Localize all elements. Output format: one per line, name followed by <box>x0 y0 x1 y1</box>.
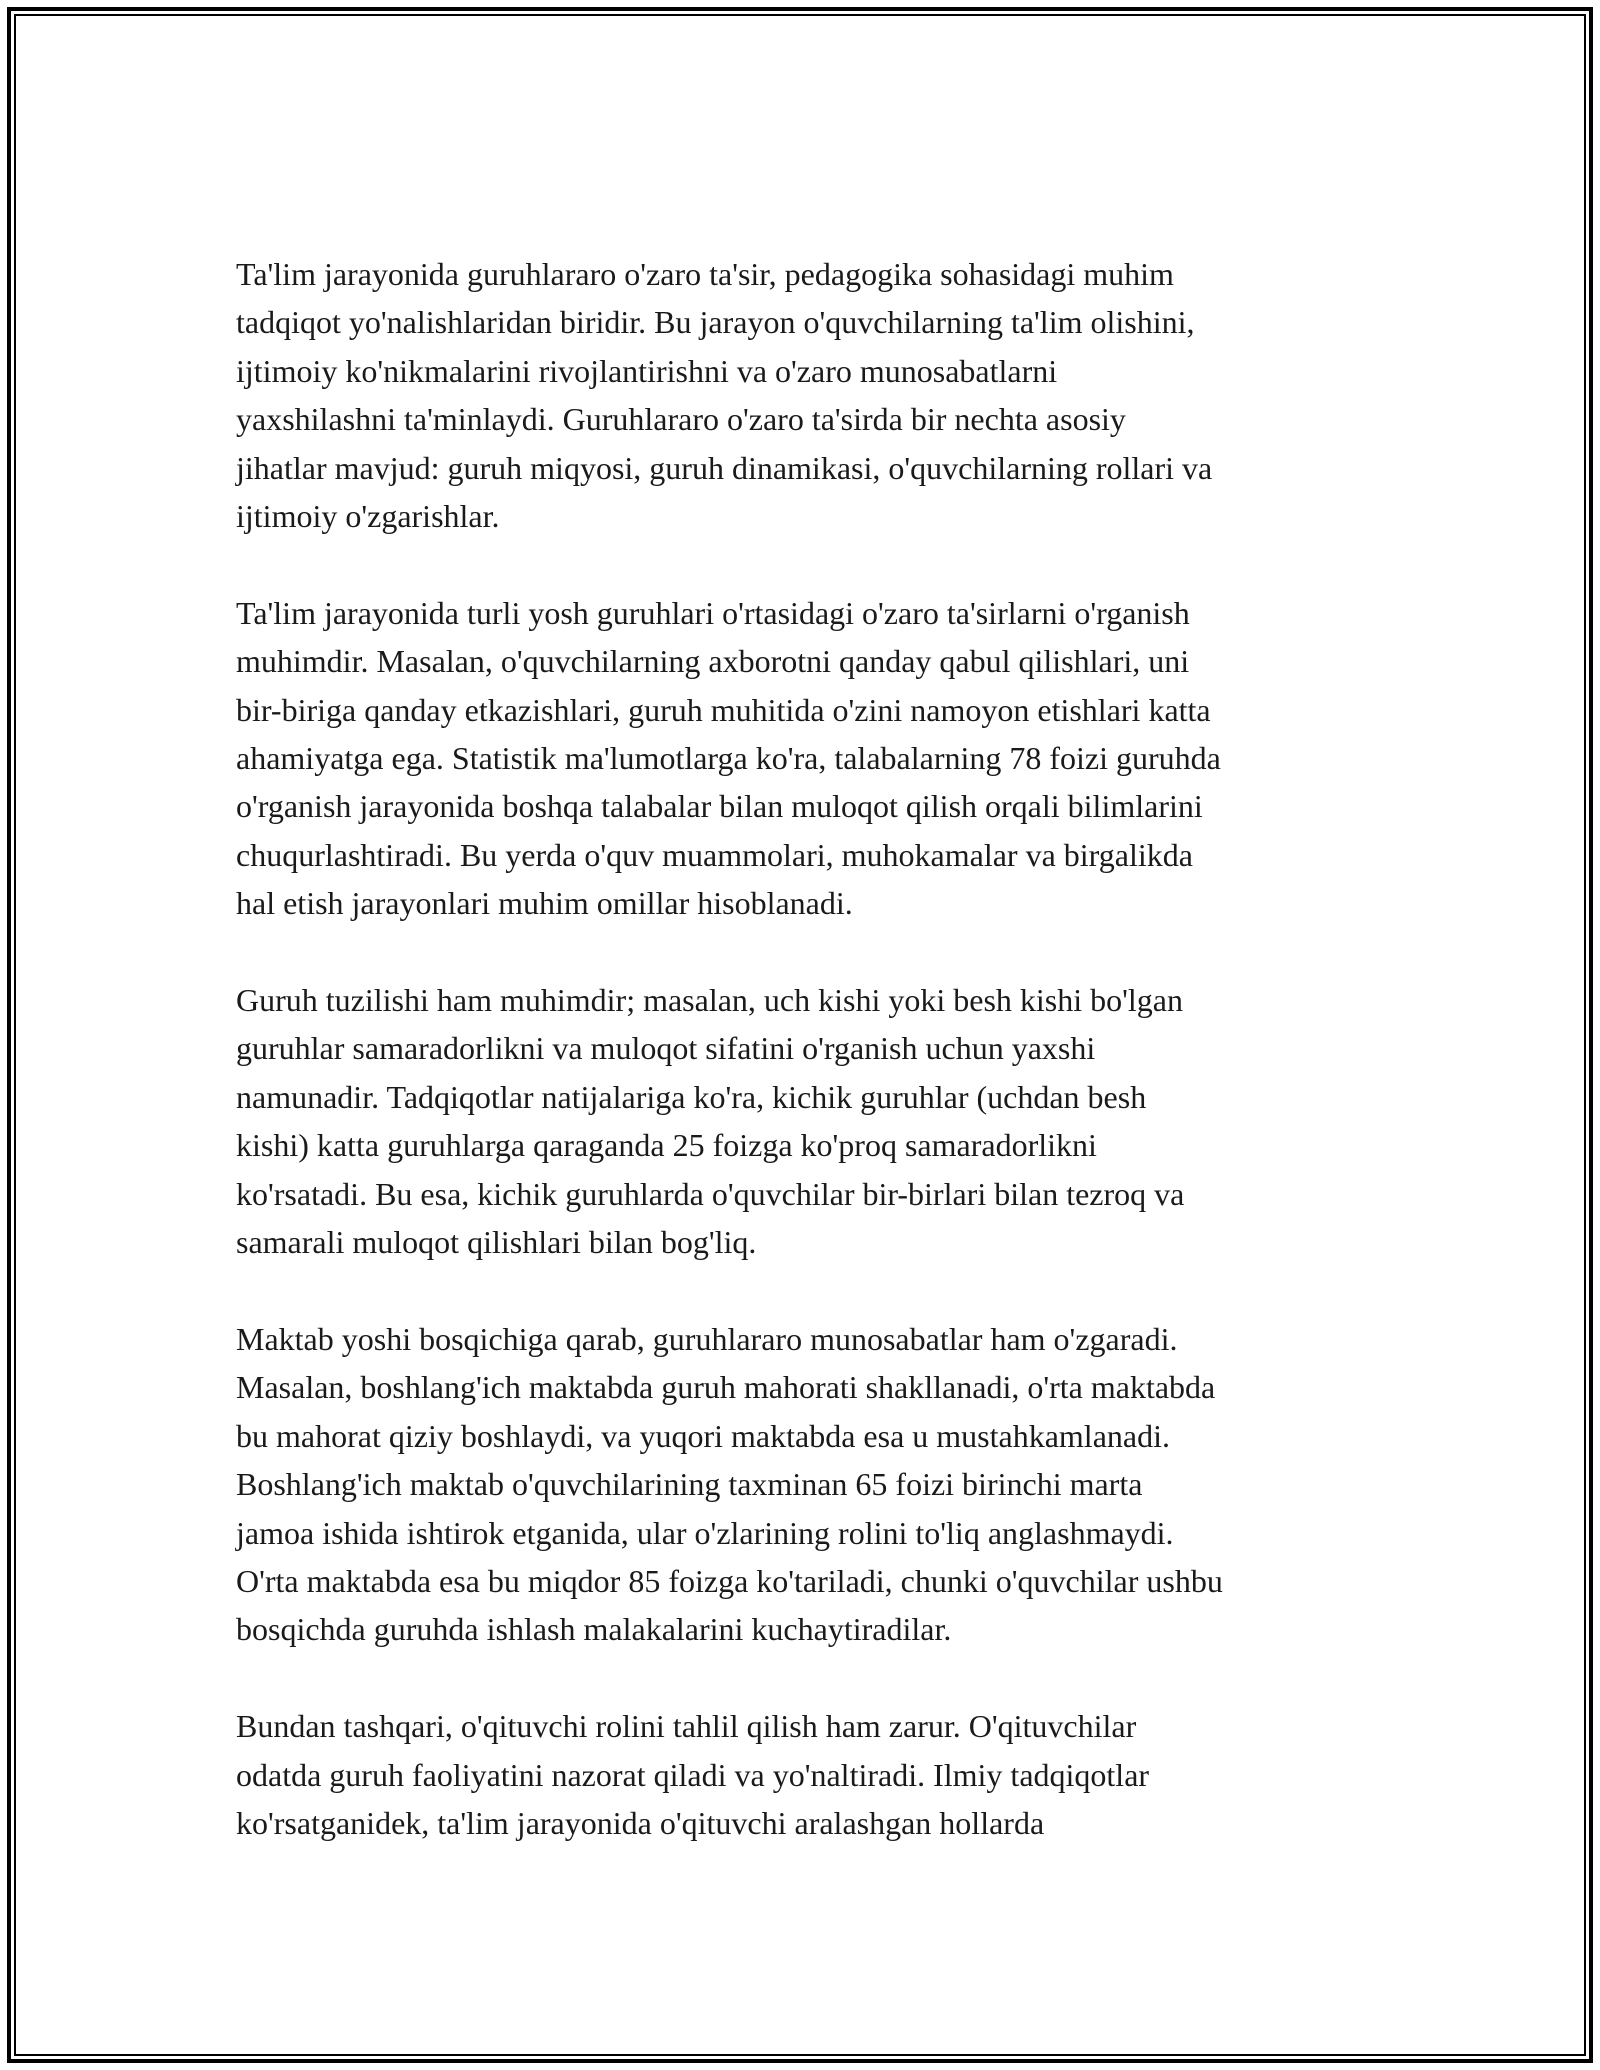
text-line: Bundan tashqari, o'qituvchi rolini tahlil qilish ham zarur. O'qituvchilar <box>236 1708 1137 1745</box>
text-line: bosqichda guruhda ishlash malakalarini kuchaytiradilar. <box>236 1611 952 1648</box>
text-line: samarali muloqot qilishlari bilan bog'liq. <box>236 1224 757 1261</box>
text-line: hal etish jarayonlari muhim omillar hisoblanadi. <box>236 885 853 922</box>
text-line: Ta'lim jarayonida turli yosh guruhlari o'rtasidagi o'zaro ta'sirlarni o'rganish <box>236 594 1190 631</box>
text-line: chuqurlashtiradi. Bu yerda o'quv muammolari, muhokamalar va birgalikda <box>236 836 1193 873</box>
paragraph-4 <box>236 1315 1386 1654</box>
text-line: ko'rsatganidek, ta'lim jarayonida o'qituvchi aralashgan hollarda <box>236 1804 1045 1841</box>
document-body <box>236 250 1386 1847</box>
text-line: muhimdir. Masalan, o'quvchilarning axborotni qanday qabul qilishlari, uni <box>236 643 1190 680</box>
text-line: ahamiyatga ega. Statistik ma'lumotlarga ko'ra, talabalarning 78 foizi guruhda <box>236 740 1221 777</box>
text-line: odatda guruh faoliyatini nazorat qiladi va yo'naltiradi. Ilmiy tadqiqotlar <box>236 1756 1150 1793</box>
paragraph-3 <box>236 976 1386 1266</box>
text-line: ko'rsatadi. Bu esa, kichik guruhlarda o'quvchilar bir-birlari bilan tezroq va <box>236 1175 1185 1212</box>
text-line: Guruh tuzilishi ham muhimdir; masalan, uch kishi yoki besh kishi bo'lgan <box>236 982 1183 1019</box>
text-line: tadqiqot yo'nalishlaridan biridir. Bu jarayon o'quvchilarning ta'lim olishini, <box>236 304 1195 341</box>
text-line: o'rganish jarayonida boshqa talabalar bilan muloqot qilish orqali bilimlarini <box>236 788 1203 825</box>
text-line: ijtimoiy ko'nikmalarini rivojlantirishni va o'zaro munosabatlarni <box>236 352 1058 389</box>
text-line: O'rta maktabda esa bu miqdor 85 foizga ko'tariladi, chunki o'quvchilar ushbu <box>236 1562 1223 1599</box>
text-line: guruhlar samaradorlikni va muloqot sifatini o'rganish uchun yaxshi <box>236 1030 1096 1067</box>
text-line: namunadir. Tadqiqotlar natijalariga ko'ra, kichik guruhlar (uchdan besh <box>236 1078 1147 1115</box>
text-line: Ta'lim jarayonida guruhlararo o'zaro ta'sir, pedagogika sohasidagi muhim <box>236 256 1174 292</box>
paragraph-1 <box>236 250 1386 540</box>
text-line: yaxshilashni ta'minlaydi. Guruhlararo o'zaro ta'sirda bir nechta asosiy <box>236 401 1126 438</box>
paragraph-5 <box>236 1702 1386 1847</box>
text-line: kishi) katta guruhlarga qaraganda 25 foizga ko'proq samaradorlikni <box>236 1127 1097 1164</box>
text-line: Boshlang'ich maktab o'quvchilarining taxminan 65 foizi birinchi marta <box>236 1466 1143 1503</box>
text-line: ijtimoiy o'zgarishlar. <box>236 498 500 535</box>
paragraph-2 <box>236 589 1386 928</box>
text-line: bir-biriga qanday etkazishlari, guruh muhitida o'zini namoyon etishlari katta <box>236 691 1211 728</box>
text-line: jihatlar mavjud: guruh miqyosi, guruh dinamikasi, o'quvchilarning rollari va <box>236 449 1213 486</box>
text-line: Masalan, boshlang'ich maktabda guruh mahorati shakllanadi, o'rta maktabda <box>236 1369 1216 1406</box>
text-line: bu mahorat qiziy boshlaydi, va yuqori maktabda esa u mustahkamlanadi. <box>236 1417 1170 1454</box>
text-line: jamoa ishida ishtirok etganida, ular o'zlarining rolini to'liq anglashmaydi. <box>236 1514 1174 1551</box>
text-line: Maktab yoshi bosqichiga qarab, guruhlararo munosabatlar ham o'zgaradi. <box>236 1320 1178 1357</box>
